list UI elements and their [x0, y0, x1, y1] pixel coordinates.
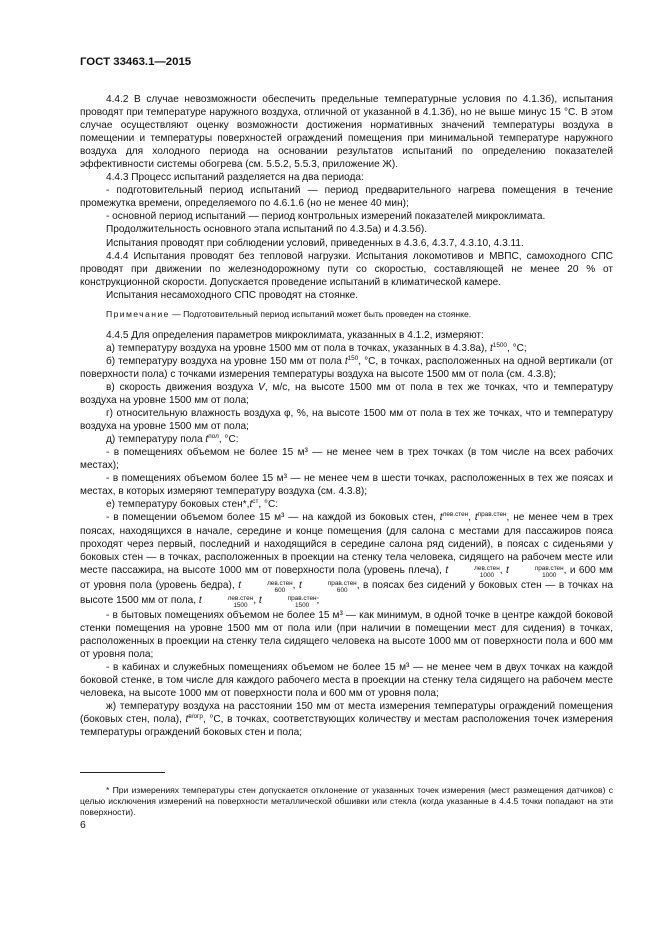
footnote: * При измерениях температуры стен допускается отклонение от указанных точек измерения (мест размещения датчиков) с целью исключения измерений на поверхности металлической обшивки или стекла (когда указанные в 4.4.5 точки попадают на эти поверхности).: [80, 784, 613, 818]
document-header: ГОСТ 33463.1—2015: [80, 56, 192, 68]
item-e-cabin: - в кабинах и служебных помещениях объемом не более 15 м³ — не менее чем в двух точках на каждой боковой стенке, в том числе для каждого рабочего места в проекции на стенку тела сидящего на рабочем месте человека, на высоте 1000 мм от поверхности пола и 600 мм от уровня пола;: [80, 661, 613, 699]
paragraph-4-4-3: 4.4.3 Процесс испытаний разделяется на два периода:: [106, 172, 364, 184]
item-e-household-room: - в бытовых помещениях объемом не более 15 м³ — как минимум, в одной точке в центре каждой боковой стенки помещения на уровне 1500 мм от пола или (при наличии в помещении мест для сидения) в точках, расположенных в проекции на стенку тела сидящего человека на высоте 1000 мм от поверхности пола и 600 мм от уровня пола;: [80, 609, 613, 660]
note-label: Примечание: [106, 308, 170, 319]
item-b: б) температуру воздуха на уровне 150 мм от пола $t^{150}$, °С, в точках, расположенных на одной вертикали (от поверхности пола) с точками измерения температуры воздуха на высоте 1500 мм от пола (см. 4.3.8);: [80, 354, 613, 380]
item-e-large-room: - в помещении объемом более 15 м³ — на каждой из боковых стен, $t^{лев.стен}$, $t^{прав.стен}$, не менее чем в трех поясах, находящихся в начале, середине и конце помещения (для салона с местами для пассажиров пояса проходят через первый, последний и находящийся в середине салона ряд сидений), в поясах с сиденьями у боковых стен — в точках, расположенных в проекции на стенку тела человека, сидящего на рабочем месте или месте пассажира, на высоте 1000 мм от поверхности пола (уровень плеча), t лев.стен 1000 , t прав.стен 1000 , и 600 мм от уровня пола (уровень бедра), t лев.стен 600 , t прав.стен 600 , в поясах без сидений у боковых стен — в точках на высоте 1500 мм от пола, t лев.стен 1500 , t прав.стен 1500 ;: [80, 511, 613, 609]
document-body: [80, 93, 613, 739]
item-g: г) относительную влажность воздуха φ, %, на высоте 1500 мм от пола в тех же точках, что и температуру воздуха на уровне 1500 мм от пола;: [80, 408, 613, 433]
paragraph-4-4-3-main: - основной период испытаний — период контрольных измерений показателей микроклимата.: [106, 211, 546, 223]
page-number: 6: [80, 820, 86, 831]
paragraph-4-4-4-stationary: Испытания несамоходного СПС проводят на стоянке.: [106, 289, 359, 301]
item-v: в) скорость движения воздуха V, м/с, на высоте 1500 мм от пола в тех же точках, что и температуру воздуха на уровне 1500 мм от пола;: [80, 381, 613, 407]
paragraph-4-4-4: 4.4.4 Испытания проводят без тепловой нагрузки. Испытания локомотивов и МВПС, самоходного СПС проводят при движении по железнодорожному пути со скоростью, составляющей не менее 20 % от конструкционной скорости. Допускается проведение испытаний в климатической камере.: [80, 250, 613, 288]
note-text: — Подготовительный период испытаний может быть проведен на стоянке.: [169, 308, 472, 319]
note: [80, 308, 613, 321]
paragraph-4-4-3-preparatory: - подготовительный период испытаний — период предварительного нагрева помещения в течение промежутка времени, определяемого по 4.6.1.6 (но не менее 40 мин);: [80, 185, 613, 210]
item-e: е) температуру боковых $стен*,t^{ст}$, °С:: [106, 498, 279, 511]
paragraph-4-4-5: 4.4.5 Для определения параметров микроклимата, указанных в 4.1.2, измеряют:: [106, 329, 484, 341]
footnote-separator: [80, 772, 165, 773]
item-d: д) температуру пола $t^{пол}$, °С:: [106, 433, 239, 446]
item-d-large-room: - в помещениях объемом более 15 м³ — не менее чем в шести точках, расположенных в тех же поясах и местах, в которых измеряют температуру воздуха (см. 4.3.8);: [80, 473, 613, 498]
paragraph-4-4-2: 4.4.2 В случае невозможности обеспечить предельные температурные условия по 4.1.3б), испытания проводят при температуре наружного воздуха, отличной от указанной в 4.1.3б), но не выше минус 15 °С. В этом случае осуществляют оценку возможности достижения нормативных значений температуры воздуха в помещении и температуры поверхностей ограждений помещения при минимальной температуре наружного воздуха для холодного периода на основании результатов испытаний по определению показателей эффективности системы обогрева (см. 5.5.2, 5.5.3, приложение Ж).: [80, 94, 613, 171]
item-a: а) температуру воздуха на уровне 1500 мм от пола в точках, указанных в 4.3.8а), $t^{1500}$, °С;: [106, 341, 527, 354]
paragraph-4-4-3-duration: Продолжительность основного этапа испытаний по 4.3.5а) и 4.3.5б).: [106, 224, 428, 236]
item-d-small-room: - в помещениях объемом не более 15 м³ — не менее чем в трех точках (в том числе на всех рабочих местах);: [80, 447, 613, 472]
paragraph-4-4-3-conditions: Испытания проводят при соблюдении условий, приведенных в 4.3.6, 4.3.7, 4.3.10, 4.3.11.: [106, 237, 524, 249]
item-zh: ж) температуру воздуха на расстоянии 150 мм от места измерения температуры ограждений помещения (боковых стен, пола), $t^{в/огр}$, °С, в точках, соответствующих количеству и местам расположения точек измерения температуры ограждений боковых стен и пола;: [80, 700, 613, 739]
